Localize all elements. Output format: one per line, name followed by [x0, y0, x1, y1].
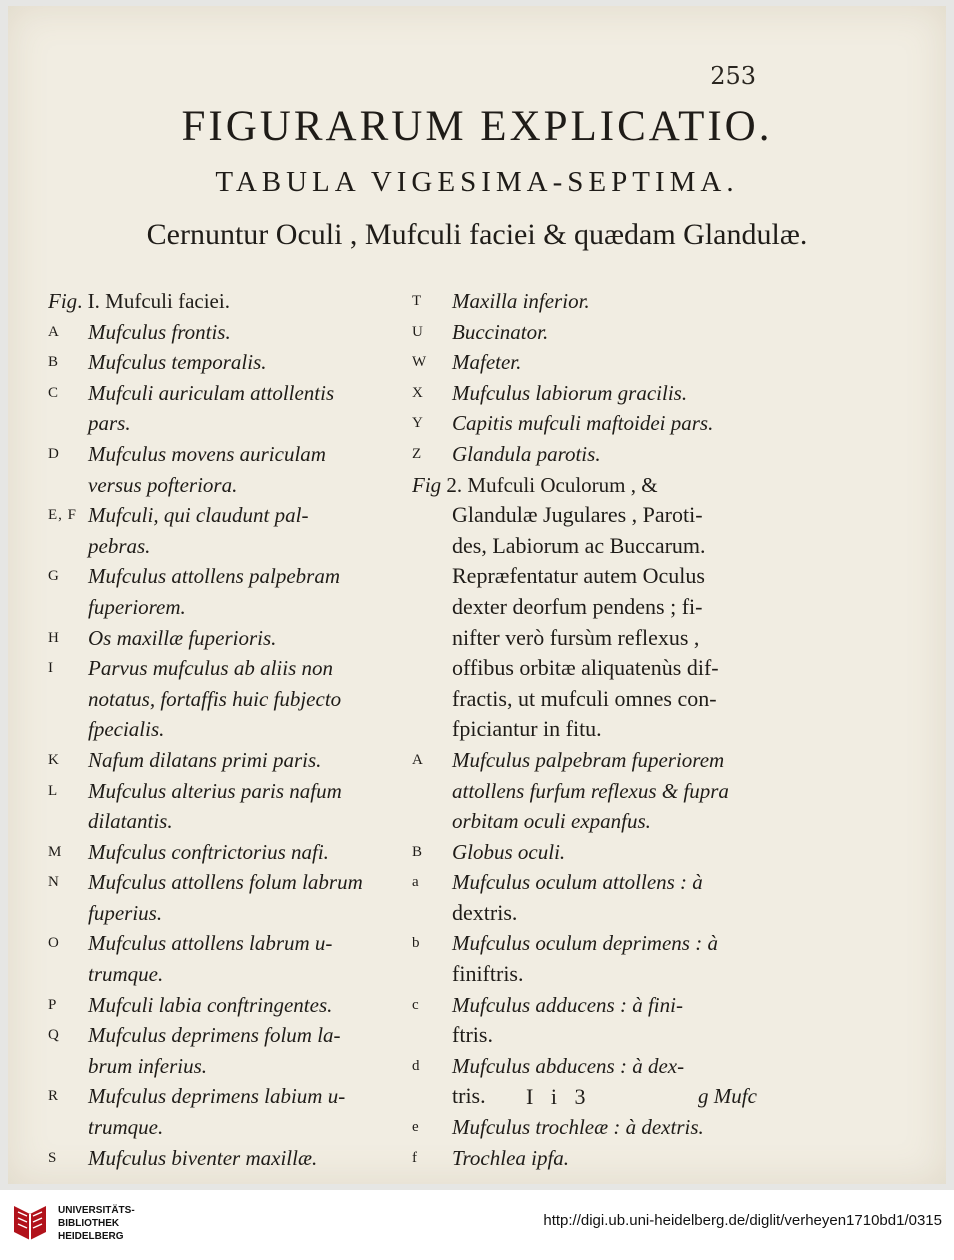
- text-line: [412, 653, 782, 684]
- catchword: g Mufc: [698, 1084, 757, 1108]
- item-text: ftris.: [452, 1022, 493, 1048]
- item-text: finiftris.: [452, 961, 524, 987]
- text-line: [48, 378, 416, 409]
- item-text: Trochlea ipfa.: [452, 1145, 570, 1170]
- item-letter: Z: [412, 445, 423, 462]
- text-line: [48, 531, 416, 562]
- text-line: [412, 806, 782, 837]
- text-line: [48, 776, 416, 807]
- text-line: [412, 959, 782, 990]
- item-text: Mufculus labiorum gracilis.: [452, 380, 688, 405]
- item-text: Mufculus conftrictorius nafi.: [88, 839, 329, 864]
- text-line: [412, 470, 782, 501]
- item-text: trumque.: [88, 962, 164, 987]
- text-line: [412, 531, 782, 562]
- item-text: des, Labiorum ac Buccarum.: [452, 532, 706, 558]
- item-text: Mufculus deprimens folum la-: [88, 1023, 341, 1048]
- text-line: [412, 1020, 782, 1051]
- text-line: [412, 714, 782, 745]
- library-line-2: BIBLIOTHEK: [58, 1218, 120, 1229]
- item-letter: C: [48, 384, 60, 401]
- text-line: [48, 684, 416, 715]
- page-title: FIGURARUM EXPLICATIO.: [181, 103, 773, 150]
- text-line: [48, 898, 416, 929]
- page-subtitle: TABULA VIGESIMA-SEPTIMA.: [215, 166, 739, 198]
- item-letter: b: [412, 935, 421, 952]
- item-letter: E, F: [48, 507, 78, 524]
- text-line: [412, 1051, 782, 1082]
- item-letter: H: [48, 629, 60, 646]
- item-text: Mufculus abducens : à dex-: [452, 1053, 685, 1078]
- item-text: Mafeter.: [452, 350, 522, 375]
- item-text: Mufculus palpebram fuperiorem: [452, 747, 725, 772]
- text-line: [48, 1051, 416, 1082]
- item-text: Mufculus alterius paris nafum: [88, 778, 342, 803]
- right-column: [412, 286, 782, 1173]
- item-text: Os maxillæ fuperioris.: [88, 625, 277, 650]
- text-line: [48, 286, 416, 317]
- item-text: fuperiorem.: [88, 594, 186, 619]
- item-text: trumque.: [88, 1115, 164, 1140]
- text-line: [48, 867, 416, 898]
- text-line: [48, 1143, 416, 1174]
- text-line: [412, 623, 782, 654]
- text-line: [48, 928, 416, 959]
- item-text: fractis, ut mufculi omnes con-: [452, 685, 717, 711]
- item-text: Buccinator.: [452, 319, 549, 344]
- text-line: [412, 500, 782, 531]
- item-letter: B: [48, 354, 60, 371]
- library-name: [58, 1204, 135, 1243]
- item-text: dextris.: [452, 899, 518, 925]
- item-text: Mufculus attollens folum labrum: [88, 870, 363, 895]
- item-letter: a: [412, 874, 420, 891]
- item-text: Capitis mufculi maftoidei pars.: [452, 411, 714, 436]
- text-line: [412, 990, 782, 1021]
- item-letter: S: [48, 1149, 58, 1166]
- text-line: [48, 347, 416, 378]
- figure-caption-text: . I. Mufculi faciei.: [77, 289, 230, 313]
- text-line: [48, 990, 416, 1021]
- item-letter: Q: [48, 1027, 60, 1044]
- item-text: tris.: [452, 1083, 486, 1109]
- text-line: [412, 1112, 782, 1143]
- item-text: Mufculus attollens labrum u-: [88, 931, 333, 956]
- text-line: [48, 1020, 416, 1051]
- figure-label: Fig: [412, 472, 442, 497]
- footer-bar: [0, 1190, 954, 1260]
- item-text: Glandula parotis.: [452, 441, 601, 466]
- item-letter: A: [412, 751, 424, 768]
- item-text: Mufculi auriculam attollentis: [88, 380, 335, 405]
- library-line-1: UNIVERSITÄTS-: [58, 1205, 135, 1216]
- item-text: Mufculus deprimens labium u-: [88, 1084, 346, 1109]
- item-text: fuperius.: [88, 900, 163, 925]
- item-text: Mufculi, qui claudunt pal-: [88, 503, 309, 528]
- item-text: Nafum dilatans primi paris.: [88, 747, 322, 772]
- text-line: [412, 684, 782, 715]
- item-text: nifter verò fursùm reflexus ,: [452, 624, 700, 650]
- text-line: [412, 898, 782, 929]
- text-line: [48, 959, 416, 990]
- item-text: Mufculus movens auriculam: [88, 441, 326, 466]
- item-text: Parvus mufculus ab aliis non: [88, 656, 333, 681]
- text-line: [48, 714, 416, 745]
- item-text: pars.: [88, 411, 131, 436]
- item-letter: Y: [412, 415, 424, 432]
- item-text: Mufculus oculum attollens : à: [452, 870, 703, 895]
- text-line: [48, 1081, 416, 1112]
- item-letter: O: [48, 935, 60, 952]
- text-line: [412, 408, 782, 439]
- item-text: Mufculus frontis.: [88, 319, 231, 344]
- item-text: Mufculus trochleæ : à dextris.: [452, 1115, 704, 1140]
- item-text: versus pofteriora.: [88, 472, 238, 497]
- text-line: [48, 592, 416, 623]
- item-text: Mufculi labia conftringentes.: [88, 992, 333, 1017]
- text-line: [412, 286, 782, 317]
- text-line: [48, 806, 416, 837]
- text-line: [48, 1112, 416, 1143]
- text-line: [412, 867, 782, 898]
- item-text: offibus orbitæ aliquatenùs dif-: [452, 655, 719, 681]
- text-line: [412, 837, 782, 868]
- page-number: 253: [710, 62, 756, 90]
- item-text: notatus, fortaffis huic fubjecto: [88, 686, 342, 711]
- text-line: [412, 745, 782, 776]
- figure-caption-text: 2. Mufculi Oculorum , &: [441, 472, 658, 497]
- item-letter: I: [48, 660, 54, 677]
- item-letter: D: [48, 445, 60, 462]
- item-letter: d: [412, 1057, 421, 1074]
- item-letter: T: [412, 293, 423, 309]
- text-line: [48, 623, 416, 654]
- text-line: [412, 928, 782, 959]
- figure-label: Fig: [48, 289, 78, 313]
- item-letter: f: [412, 1149, 418, 1166]
- item-text: Maxilla inferior.: [452, 289, 590, 313]
- item-letter: W: [412, 354, 428, 371]
- item-text: brum inferius.: [88, 1053, 208, 1078]
- left-column: [48, 286, 416, 1173]
- text-line: [412, 378, 782, 409]
- text-line: [48, 653, 416, 684]
- item-text: pebras.: [88, 533, 151, 558]
- text-line: [412, 561, 782, 592]
- item-text: dexter deorfum pendens ; fi-: [452, 593, 703, 619]
- text-line: [48, 317, 416, 348]
- item-text: dilatantis.: [88, 809, 173, 834]
- item-letter: P: [48, 996, 58, 1013]
- text-line: [48, 470, 416, 501]
- library-logo-icon: [10, 1202, 50, 1244]
- book-page: [8, 6, 946, 1184]
- item-text: Glandulæ Jugulares , Paroti-: [452, 502, 703, 528]
- library-line-3: HEIDELBERG: [58, 1231, 124, 1242]
- text-line: [48, 837, 416, 868]
- text-line: [48, 745, 416, 776]
- figure-caption: [48, 286, 230, 317]
- text-line: [412, 347, 782, 378]
- figure-caption: [412, 470, 658, 501]
- text-line: [412, 439, 782, 470]
- text-line: [48, 408, 416, 439]
- item-letter: X: [412, 384, 424, 401]
- text-line: [412, 592, 782, 623]
- item-letter: L: [48, 782, 59, 799]
- item-text: orbitam oculi expanfus.: [452, 809, 651, 834]
- item-letter: N: [48, 874, 60, 891]
- source-url-link[interactable]: http://digi.ub.uni-heidelberg.de/diglit/verheyen1710bd1/0315: [543, 1212, 942, 1229]
- item-letter: M: [48, 843, 63, 860]
- item-letter: R: [48, 1088, 60, 1105]
- item-letter: A: [48, 323, 60, 340]
- item-text: Globus oculi.: [452, 839, 566, 864]
- text-line: [48, 561, 416, 592]
- text-line: [48, 500, 416, 531]
- item-text: Mufculus biventer maxillæ.: [88, 1145, 318, 1170]
- item-letter: G: [48, 568, 60, 585]
- item-text: fpecialis.: [88, 717, 165, 742]
- item-letter: c: [412, 996, 420, 1013]
- item-text: Mufculus attollens palpebram: [88, 564, 340, 589]
- text-line: [48, 439, 416, 470]
- item-letter: B: [412, 843, 424, 860]
- signature-mark: I i 3: [526, 1084, 592, 1109]
- item-text: Mufculus adducens : à fini-: [452, 992, 683, 1017]
- item-text: Mufculus temporalis.: [88, 350, 267, 375]
- item-text: Mufculus oculum deprimens : à: [452, 931, 718, 956]
- text-line: [412, 776, 782, 807]
- item-letter: e: [412, 1119, 420, 1136]
- text-line: [412, 317, 782, 348]
- item-text: attollens furfum reflexus & fupra: [452, 778, 729, 803]
- item-text: fpiciantur in fitu.: [452, 716, 602, 742]
- page-heading: Cernuntur Oculi , Mufculi faciei & quædam Glandulæ.: [146, 218, 808, 251]
- item-text: Repræfentatur autem Oculus: [452, 563, 705, 589]
- text-line: [412, 1143, 782, 1174]
- item-letter: K: [48, 751, 60, 768]
- item-letter: U: [412, 323, 424, 340]
